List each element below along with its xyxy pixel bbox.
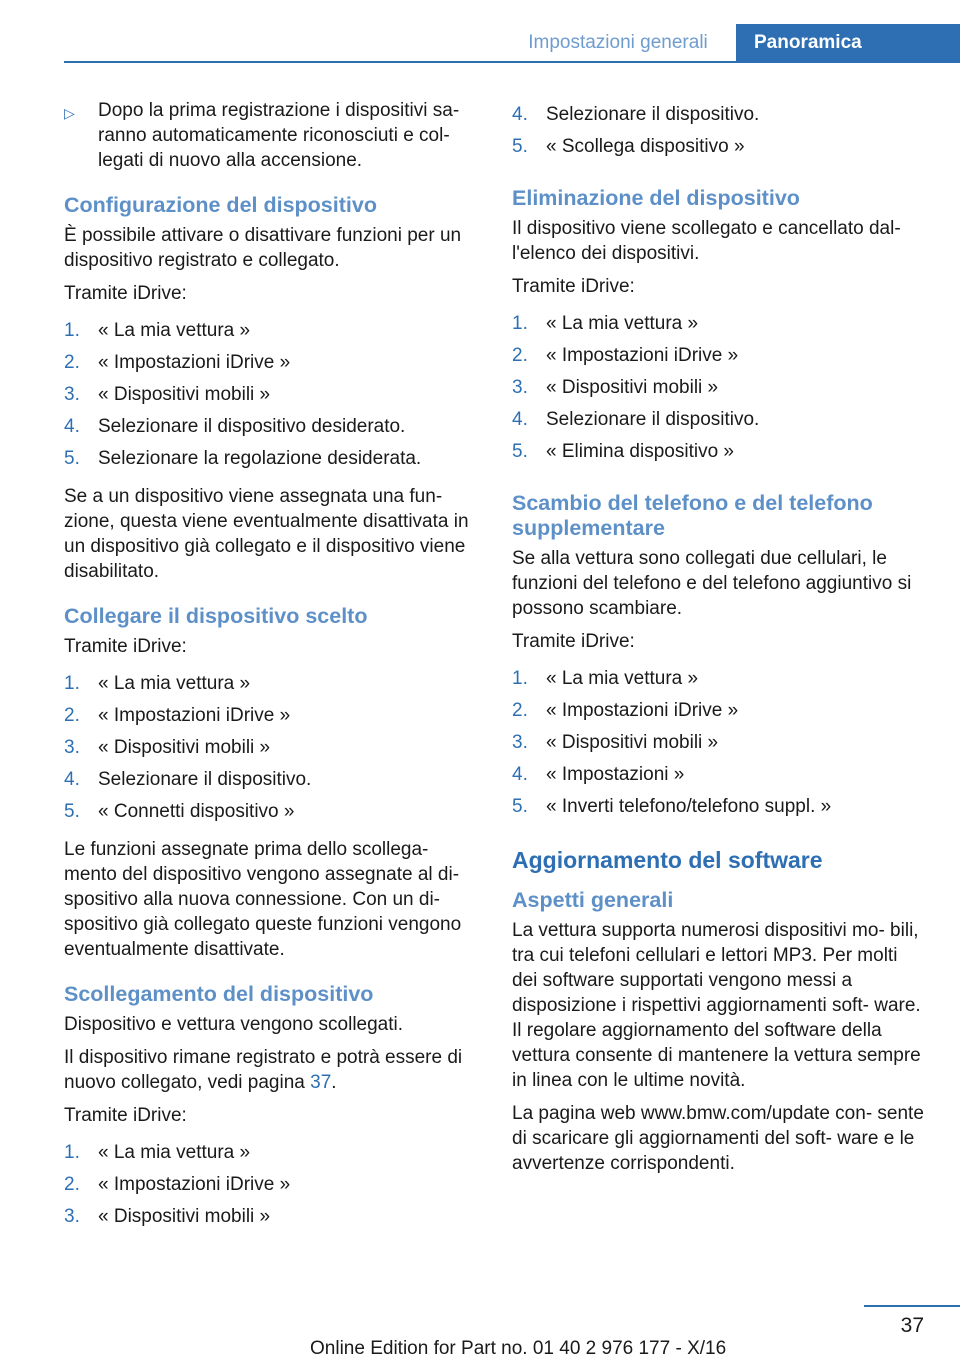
- step-text: « Dispositivi mobili »: [546, 732, 719, 753]
- heading-aggiornamento: Aggiornamento del software: [512, 847, 823, 873]
- step-number: 5.: [512, 796, 528, 817]
- list-item: [64, 735, 482, 767]
- right-column: [512, 98, 924, 1184]
- list-item: [64, 446, 482, 478]
- step-number: 3.: [64, 737, 80, 758]
- header-section-title: Impostazioni generali: [528, 32, 708, 53]
- delete-tramite: Tramite iDrive:: [512, 276, 635, 297]
- list-item: [64, 382, 482, 414]
- step-text: « Dispositivi mobili »: [98, 1206, 271, 1227]
- list-item: [512, 794, 924, 826]
- step-text: Selezionare il dispositivo.: [546, 409, 760, 430]
- step-text: « La mia vettura »: [98, 1142, 251, 1163]
- step-number: 3.: [512, 732, 528, 753]
- step-number: 4.: [512, 764, 528, 785]
- step-text: « Scollega dispositivo »: [546, 136, 745, 157]
- footer-rule: [864, 1305, 960, 1307]
- step-number: 2.: [64, 352, 80, 373]
- step-text: Selezionare la regolazione desiderata.: [98, 448, 422, 469]
- step-text: « Impostazioni iDrive »: [98, 1174, 291, 1195]
- step-text: « La mia vettura »: [98, 320, 251, 341]
- list-item: [64, 1204, 482, 1236]
- heading-scambio: Scambio del telefono e del telefono supplementare: [512, 491, 873, 540]
- step-text: « Dispositivi mobili »: [546, 377, 719, 398]
- step-text: « Inverti telefono/telefono suppl. »: [546, 796, 832, 817]
- list-item: [512, 102, 924, 134]
- step-number: 2.: [512, 345, 528, 366]
- disconnect-text-b: .: [331, 1072, 337, 1093]
- list-item: [512, 311, 924, 343]
- disconnect-steps-cont: [512, 102, 924, 166]
- step-number: 2.: [64, 705, 80, 726]
- step-number: 3.: [64, 384, 80, 405]
- connect-tramite: Tramite iDrive:: [64, 636, 187, 657]
- list-item: [512, 762, 924, 794]
- disconnect-tramite: Tramite iDrive:: [64, 1105, 187, 1126]
- edition-footer: Online Edition for Part no. 01 40 2 976 177 - X/16: [310, 1338, 727, 1359]
- swap-steps: [512, 666, 924, 826]
- list-item: [512, 375, 924, 407]
- step-text: « Impostazioni iDrive »: [546, 700, 739, 721]
- step-text: « Impostazioni »: [546, 764, 685, 785]
- update-paragraph-2: La pagina web www.bmw.com/update con‐ sente di scaricare gli aggiornamenti del soft‐ ware e le avvertenze corrispondenti.: [512, 1103, 924, 1174]
- list-item: [64, 414, 482, 446]
- step-text: Selezionare il dispositivo.: [98, 769, 312, 790]
- bullet-item: [64, 98, 482, 173]
- header-tab-panoramica: Panoramica: [736, 24, 960, 62]
- heading-collegare: Collegare il dispositivo scelto: [64, 604, 368, 628]
- config-tramite: Tramite iDrive:: [64, 283, 187, 304]
- list-item: [512, 407, 924, 439]
- list-item: [512, 698, 924, 730]
- step-text: « Impostazioni iDrive »: [546, 345, 739, 366]
- step-number: 2.: [512, 700, 528, 721]
- config-steps: [64, 318, 482, 478]
- list-item: [64, 799, 482, 831]
- list-item: [64, 318, 482, 350]
- step-number: 1.: [512, 313, 528, 334]
- disconnect-intro: Dispositivo e vettura vengono scollegati.: [64, 1014, 404, 1035]
- list-item: [512, 343, 924, 375]
- swap-tramite: Tramite iDrive:: [512, 631, 635, 652]
- step-text: « La mia vettura »: [546, 313, 699, 334]
- heading-eliminazione: Eliminazione del dispositivo: [512, 186, 800, 210]
- step-number: 5.: [64, 801, 80, 822]
- step-number: 1.: [64, 320, 80, 341]
- step-number: 4.: [64, 769, 80, 790]
- step-text: « Elimina dispositivo »: [546, 441, 734, 462]
- step-number: 5.: [512, 136, 528, 157]
- heading-scollegamento: Scollegamento del dispositivo: [64, 982, 374, 1006]
- list-item: [512, 666, 924, 698]
- heading-configurazione: Configurazione del dispositivo: [64, 193, 377, 217]
- disconnect-steps: [64, 1140, 482, 1236]
- step-number: 5.: [64, 448, 80, 469]
- heading-aspetti-generali: Aspetti generali: [512, 888, 674, 912]
- step-number: 4.: [512, 409, 528, 430]
- step-text: « Connetti dispositivo »: [98, 801, 295, 822]
- delete-steps: [512, 311, 924, 471]
- config-after: Se a un dispositivo viene assegnata una fun‐ zione, questa viene eventualmente disattivata in un dispositivo già collegato e il dispositivo viene disabilitato.: [64, 486, 469, 582]
- connect-steps: [64, 671, 482, 831]
- step-number: 4.: [512, 104, 528, 125]
- step-number: 3.: [512, 377, 528, 398]
- page-number: 37: [900, 1314, 924, 1337]
- step-text: « La mia vettura »: [546, 668, 699, 689]
- delete-intro: Il dispositivo viene scollegato e cancellato dal‐ l'elenco dei dispositivi.: [512, 218, 901, 264]
- list-item: [64, 703, 482, 735]
- step-text: « La mia vettura »: [98, 673, 251, 694]
- list-item: [64, 350, 482, 382]
- step-text: Selezionare il dispositivo.: [546, 104, 760, 125]
- list-item: [64, 1140, 482, 1172]
- list-item: [64, 1172, 482, 1204]
- list-item: [512, 134, 924, 166]
- step-text: « Impostazioni iDrive »: [98, 352, 291, 373]
- update-paragraph-1: La vettura supporta numerosi dispositivi mo‐ bili, tra cui telefoni cellulari e lettori MP3. Per molti dei software supportati vengono messi a disposizione i rispettivi aggiornamenti soft‐ ware. Il regolare aggiornamento del software della vettura consente di mantenere la vettura sempre in linea con le ultime novità.: [512, 920, 921, 1091]
- step-number: 1.: [64, 673, 80, 694]
- step-number: 4.: [64, 416, 80, 437]
- step-number: 2.: [64, 1174, 80, 1195]
- list-item: [512, 439, 924, 471]
- disconnect-text-a: Il dispositivo rimane registrato e potrà essere di nuovo collegato, vedi pagina: [64, 1047, 463, 1093]
- connect-after: Le funzioni assegnate prima dello scollega‐ mento del dispositivo vengono assegnate al di‐ spositivo alla nuova connessione. Con un di‐ spositivo già collegato queste funzioni vengono eventualmente disattivate.: [64, 839, 462, 960]
- list-item: [64, 671, 482, 703]
- step-text: « Dispositivi mobili »: [98, 384, 271, 405]
- list-item: [512, 730, 924, 762]
- disconnect-text: [64, 1045, 482, 1095]
- step-number: 5.: [512, 441, 528, 462]
- step-number: 3.: [64, 1206, 80, 1227]
- list-item: [64, 767, 482, 799]
- left-column: [64, 98, 482, 1242]
- header-rule: [64, 61, 960, 63]
- page-link[interactable]: 37: [310, 1072, 332, 1093]
- step-text: « Impostazioni iDrive »: [98, 705, 291, 726]
- config-intro: È possibile attivare o disattivare funzioni per un dispositivo registrato e collegato.: [64, 225, 462, 271]
- step-number: 1.: [64, 1142, 80, 1163]
- step-text: « Dispositivi mobili »: [98, 737, 271, 758]
- step-number: 1.: [512, 668, 528, 689]
- swap-intro: Se alla vettura sono collegati due cellulari, le funzioni del telefono e del telefono aggiuntivo si possono scambiare.: [512, 548, 912, 619]
- triangle-bullet-icon: ▷: [64, 105, 75, 121]
- bullet-text: Dopo la prima registrazione i dispositivi sa‐ ranno automaticamente riconosciuti e col‐ legati di nuovo alla accensione.: [98, 100, 460, 171]
- step-text: Selezionare il dispositivo desiderato.: [98, 416, 406, 437]
